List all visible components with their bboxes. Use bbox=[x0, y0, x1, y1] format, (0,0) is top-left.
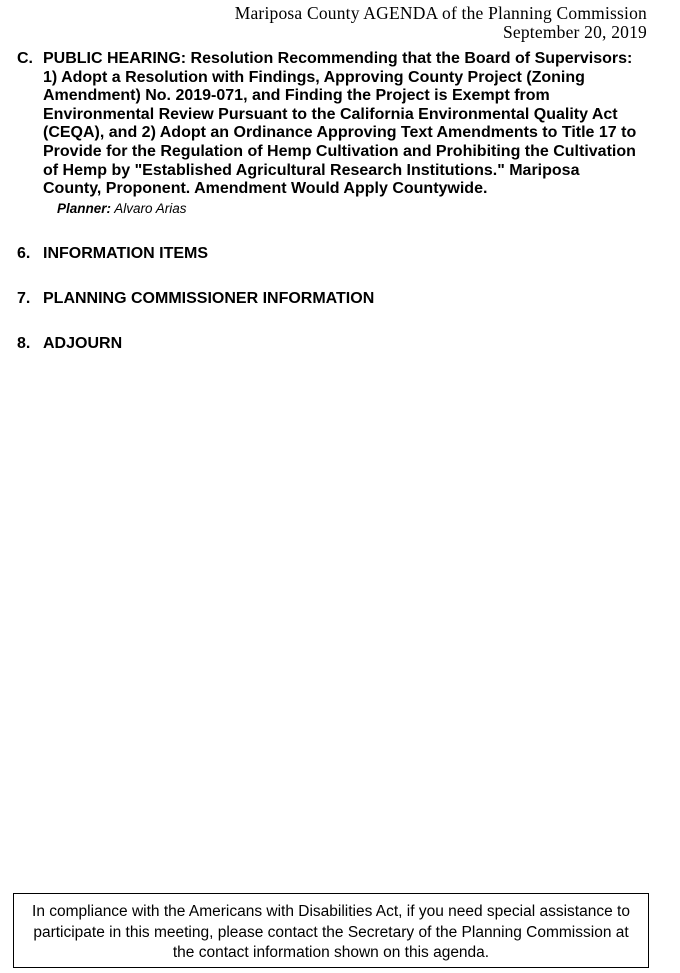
item-c-line: Amendment) No. 2019-071, and Finding the Project is Exempt from bbox=[43, 87, 550, 105]
item-c-line: Provide for the Regulation of Hemp Cultivation and Prohibiting the Cultivation bbox=[43, 142, 636, 160]
page-header bbox=[235, 4, 647, 42]
planner-label: Planner: bbox=[57, 201, 112, 216]
item-title: ADJOURN bbox=[43, 335, 123, 352]
item-number: 6. bbox=[17, 245, 31, 262]
item-c-line: of Hemp by "Established Agricultural Research Institutions." Mariposa bbox=[43, 161, 580, 179]
item-marker: C. bbox=[17, 50, 33, 67]
header-date: September 20, 2019 bbox=[502, 22, 647, 42]
planner-line bbox=[57, 201, 187, 216]
item-c-description bbox=[43, 50, 663, 199]
ada-notice-box bbox=[13, 893, 649, 968]
item-title: PLANNING COMMISSIONER INFORMATION bbox=[43, 290, 375, 307]
item-c-line: (CEQA), and 2) Adopt an Ordinance Approving Text Amendments to Title 17 to bbox=[43, 124, 637, 142]
item-c-line: Environmental Review Pursuant to the California Environmental Quality Act bbox=[43, 105, 618, 123]
item-number: 7. bbox=[17, 290, 31, 307]
header-title: Mariposa County AGENDA of the Planning Commission bbox=[234, 3, 647, 23]
item-c-line: PUBLIC HEARING: Resolution Recommending that the Board of Supervisors: bbox=[43, 50, 633, 67]
item-c-line: 1) Adopt a Resolution with Findings, Approving County Project (Zoning bbox=[43, 68, 585, 86]
notice-line: In compliance with the Americans with Disabilities Act, if you need special assistance to bbox=[32, 903, 630, 920]
item-c-line: County, Proponent. Amendment Would Apply Countywide. bbox=[43, 180, 488, 198]
item-number: 8. bbox=[17, 335, 31, 352]
notice-line: the contact information shown on this agenda. bbox=[172, 944, 490, 961]
planner-name: Alvaro Arias bbox=[114, 201, 187, 216]
notice-line: participate in this meeting, please contact the Secretary of the Planning Commission at bbox=[33, 923, 629, 941]
item-title: INFORMATION ITEMS bbox=[43, 245, 209, 262]
